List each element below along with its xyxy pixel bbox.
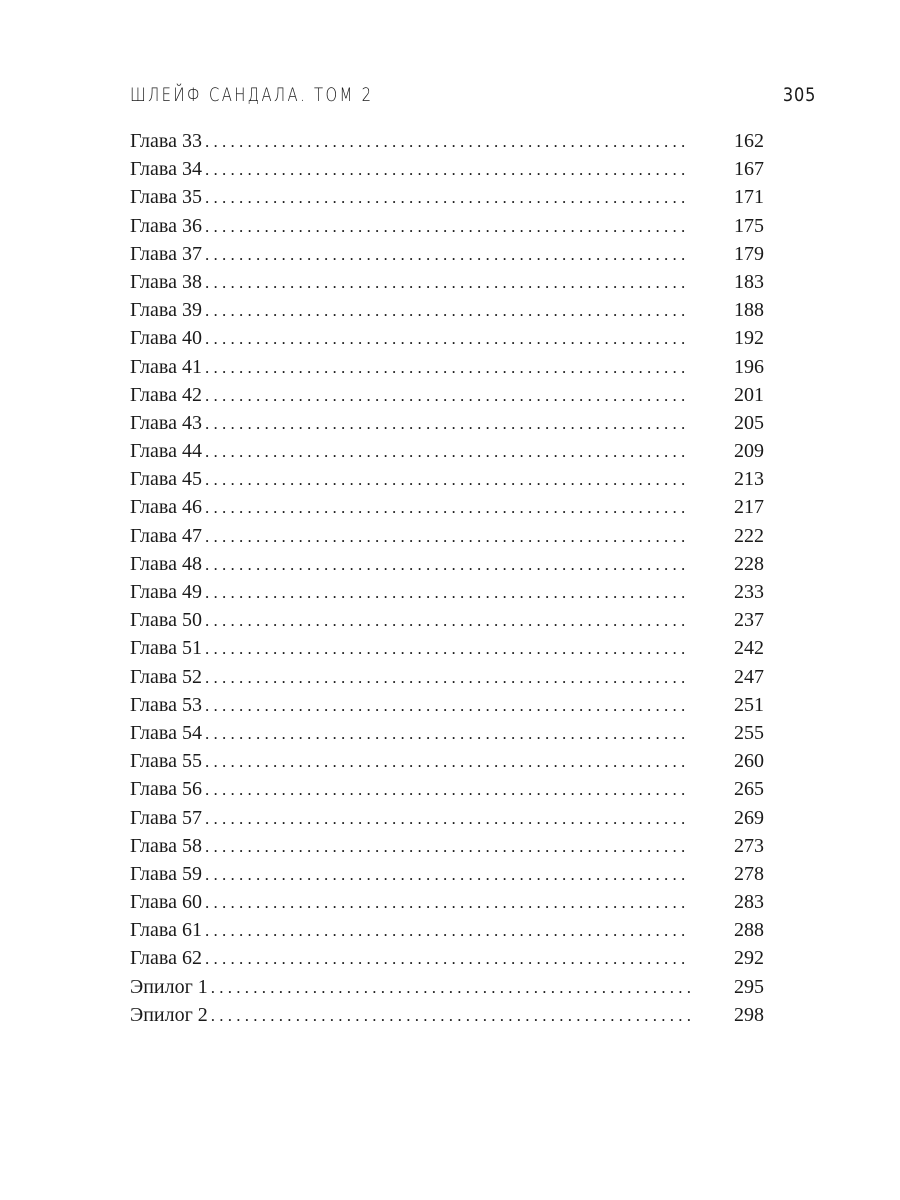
toc-entry-label: Глава 58 bbox=[130, 834, 202, 857]
toc-entry bbox=[130, 353, 764, 381]
toc-entry bbox=[130, 1001, 764, 1029]
toc-entry-label: Глава 61 bbox=[130, 919, 202, 942]
toc-entry bbox=[130, 493, 764, 521]
toc-entry-label: Глава 50 bbox=[130, 609, 202, 632]
toc-entry bbox=[130, 973, 764, 1001]
toc-leader-dots bbox=[205, 551, 690, 579]
toc-leader-dots bbox=[205, 635, 690, 663]
toc-entry-page: 260 bbox=[734, 750, 764, 773]
toc-entry bbox=[130, 634, 764, 662]
toc-entry-label: Глава 34 bbox=[130, 158, 202, 181]
toc-entry bbox=[130, 240, 764, 268]
toc-entry-label: Глава 53 bbox=[130, 693, 202, 716]
toc-entry bbox=[130, 691, 764, 719]
toc-entry-label: Глава 45 bbox=[130, 468, 202, 491]
toc-leader-dots bbox=[205, 861, 690, 889]
running-head: ШЛЕЙФ САНДАЛА. ТОМ 2 bbox=[130, 84, 374, 106]
toc-leader-dots bbox=[205, 297, 690, 325]
toc-leader-dots bbox=[205, 579, 690, 607]
toc-entry-page: 237 bbox=[734, 609, 764, 632]
toc-entry bbox=[130, 324, 764, 352]
toc-entry-page: 292 bbox=[734, 947, 764, 970]
toc-leader-dots bbox=[205, 213, 690, 241]
toc-entry-label: Глава 57 bbox=[130, 806, 202, 829]
toc-entry bbox=[130, 888, 764, 916]
toc-entry bbox=[130, 804, 764, 832]
toc-entry-label: Глава 33 bbox=[130, 130, 202, 152]
toc-entry-page: 201 bbox=[734, 383, 764, 406]
toc-entry-label: Глава 40 bbox=[130, 327, 202, 350]
toc-entry bbox=[130, 212, 764, 240]
toc-entry bbox=[130, 860, 764, 888]
toc-entry-page: 247 bbox=[734, 665, 764, 688]
toc-entry bbox=[130, 719, 764, 747]
toc-leader-dots bbox=[205, 917, 690, 945]
toc-entry-label: Глава 62 bbox=[130, 947, 202, 970]
toc-entry-label: Глава 52 bbox=[130, 665, 202, 688]
toc-entry bbox=[130, 127, 764, 155]
toc-entry bbox=[130, 550, 764, 578]
toc-leader-dots bbox=[205, 128, 690, 156]
page-number: 305 bbox=[782, 84, 816, 106]
toc-leader-dots bbox=[205, 466, 690, 494]
toc-entry-page: 183 bbox=[734, 270, 764, 293]
toc-entry-label: Глава 56 bbox=[130, 778, 202, 801]
toc-entry bbox=[130, 578, 764, 606]
toc-entry-page: 265 bbox=[734, 778, 764, 801]
toc-entry-label: Глава 47 bbox=[130, 524, 202, 547]
toc-entry-label: Глава 46 bbox=[130, 496, 202, 519]
toc-entry-page: 222 bbox=[734, 524, 764, 547]
toc-leader-dots bbox=[205, 354, 690, 382]
toc-entry bbox=[130, 747, 764, 775]
toc-entry-page: 179 bbox=[734, 242, 764, 265]
toc-entry-label: Глава 38 bbox=[130, 270, 202, 293]
toc-entry bbox=[130, 944, 764, 972]
toc-entry-page: 213 bbox=[734, 468, 764, 491]
toc-entry-page: 209 bbox=[734, 440, 764, 463]
toc-entry-label: Глава 35 bbox=[130, 186, 202, 209]
toc-entry-label: Глава 44 bbox=[130, 440, 202, 463]
toc-entry-page: 192 bbox=[734, 327, 764, 350]
toc-leader-dots bbox=[205, 184, 690, 212]
toc-entry-page: 175 bbox=[734, 214, 764, 237]
toc-leader-dots bbox=[205, 523, 690, 551]
toc-entry-page: 288 bbox=[734, 919, 764, 942]
toc-entry-label: Глава 49 bbox=[130, 581, 202, 603]
toc-leader-dots bbox=[205, 945, 690, 973]
toc-leader-dots bbox=[205, 438, 690, 466]
toc-leader-dots bbox=[205, 241, 690, 269]
toc-entry-page: 251 bbox=[734, 693, 764, 716]
toc-entry-label: Эпилог 1 bbox=[130, 975, 208, 998]
toc-entry bbox=[130, 916, 764, 944]
toc-entry-page: 283 bbox=[734, 891, 764, 914]
toc-leader-dots bbox=[205, 156, 690, 184]
toc-entry-label: Глава 42 bbox=[130, 383, 202, 406]
toc-leader-dots bbox=[205, 269, 690, 297]
toc-entry-page: 298 bbox=[734, 1003, 764, 1026]
toc-leader-dots bbox=[205, 720, 690, 748]
toc-entry-label: Глава 48 bbox=[130, 552, 202, 575]
toc-entry bbox=[130, 296, 764, 324]
toc-entry-page: 233 bbox=[734, 581, 764, 603]
table-of-contents bbox=[130, 127, 764, 1029]
toc-entry bbox=[130, 465, 764, 493]
toc-leader-dots bbox=[205, 410, 690, 438]
toc-entry bbox=[130, 775, 764, 803]
toc-entry-page: 196 bbox=[734, 355, 764, 378]
toc-leader-dots bbox=[205, 833, 690, 861]
toc-entry bbox=[130, 522, 764, 550]
toc-entry bbox=[130, 155, 764, 183]
toc-leader-dots bbox=[205, 748, 690, 776]
toc-entry-page: 188 bbox=[734, 299, 764, 322]
toc-leader-dots bbox=[205, 494, 690, 522]
toc-leader-dots bbox=[205, 325, 690, 353]
toc-leader-dots bbox=[211, 974, 690, 1002]
toc-entry-page: 255 bbox=[734, 721, 764, 744]
toc-entry-label: Глава 55 bbox=[130, 750, 202, 773]
toc-entry bbox=[130, 663, 764, 691]
toc-entry-label: Глава 51 bbox=[130, 637, 202, 660]
toc-entry bbox=[130, 183, 764, 211]
toc-leader-dots bbox=[205, 382, 690, 410]
toc-entry bbox=[130, 268, 764, 296]
toc-leader-dots bbox=[211, 1002, 690, 1030]
toc-entry-page: 295 bbox=[734, 975, 764, 998]
toc-entry-page: 278 bbox=[734, 862, 764, 885]
toc-entry-page: 167 bbox=[734, 158, 764, 181]
toc-leader-dots bbox=[205, 692, 690, 720]
toc-entry bbox=[130, 437, 764, 465]
toc-entry-page: 273 bbox=[734, 834, 764, 857]
toc-entry bbox=[130, 381, 764, 409]
toc-entry-page: 217 bbox=[734, 496, 764, 519]
toc-entry-label: Глава 39 bbox=[130, 299, 202, 322]
toc-entry-label: Глава 43 bbox=[130, 411, 202, 434]
toc-entry-page: 171 bbox=[734, 186, 764, 209]
toc-entry-page: 228 bbox=[734, 552, 764, 575]
toc-entry-label: Глава 36 bbox=[130, 214, 202, 237]
toc-leader-dots bbox=[205, 776, 690, 804]
toc-entry-label: Эпилог 2 bbox=[130, 1003, 208, 1026]
toc-entry-page: 162 bbox=[734, 130, 764, 152]
toc-entry bbox=[130, 409, 764, 437]
toc-entry-label: Глава 41 bbox=[130, 355, 202, 378]
toc-entry-label: Глава 54 bbox=[130, 721, 202, 744]
toc-leader-dots bbox=[205, 805, 690, 833]
toc-entry bbox=[130, 606, 764, 634]
toc-entry-page: 205 bbox=[734, 411, 764, 434]
toc-entry-page: 269 bbox=[734, 806, 764, 829]
toc-entry-page: 242 bbox=[734, 637, 764, 660]
toc-entry-label: Глава 37 bbox=[130, 242, 202, 265]
toc-leader-dots bbox=[205, 664, 690, 692]
toc-entry-label: Глава 60 bbox=[130, 891, 202, 914]
toc-entry bbox=[130, 832, 764, 860]
toc-entry-label: Глава 59 bbox=[130, 862, 202, 885]
toc-leader-dots bbox=[205, 607, 690, 635]
toc-leader-dots bbox=[205, 889, 690, 917]
